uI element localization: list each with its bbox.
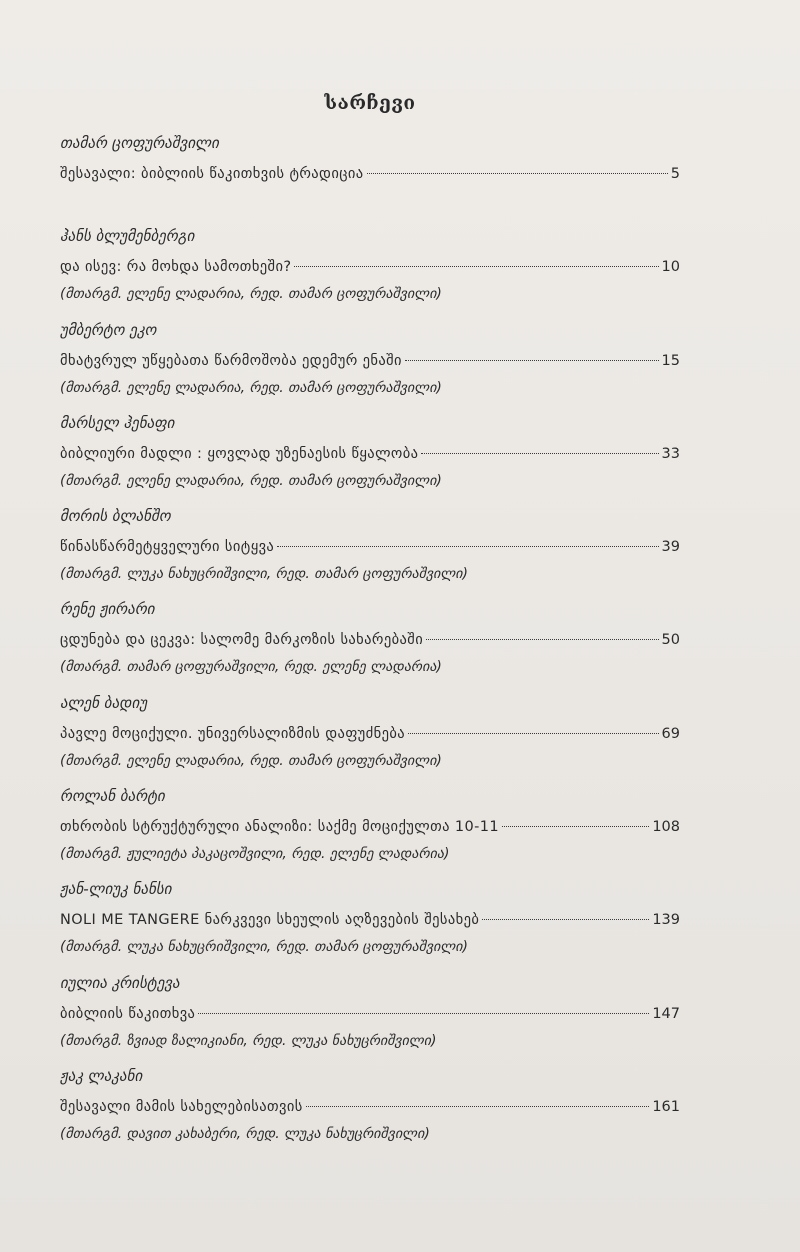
entry-credit: (მთარგმ. ელენე ლადარია, რედ. თამარ ცოფურაშვილი) — [60, 472, 442, 489]
page-number: 10 — [661, 259, 680, 276]
toc-entry — [60, 968, 680, 1061]
dot-leader — [482, 919, 649, 920]
entry-author: როლან ბარტი — [60, 787, 165, 806]
page-number: 139 — [652, 912, 680, 929]
entry-credit: (მთარგმ. ჟულიეტა პაკაცოშვილი, რედ. ელენე ლადარია) — [60, 846, 450, 863]
page-number: 108 — [652, 819, 680, 836]
entry-author: მორის ბლანშო — [60, 507, 171, 526]
dot-leader — [405, 360, 659, 361]
dot-leader — [367, 173, 668, 174]
entry-title: წინასწარმეტყველური სიტყვა — [60, 539, 275, 556]
dot-leader — [421, 453, 658, 454]
table-of-contents — [60, 92, 680, 1154]
dot-leader — [294, 266, 658, 267]
entry-title: პავლე მოციქული. უნივერსალიზმის დაფუძნება — [60, 725, 406, 742]
toc-entry — [60, 688, 680, 781]
page-number: 161 — [652, 1098, 680, 1115]
page-title: სარჩევი — [324, 92, 416, 114]
toc-entry — [60, 128, 680, 221]
entry-credit: (მთარგმ. ზვიად ზალიკიანი, რედ. ლუკა ნახუცრიშვილი) — [60, 1032, 437, 1049]
page-number: 5 — [670, 166, 680, 182]
page-number: 39 — [661, 539, 680, 556]
entry-title-line[interactable] — [60, 1091, 680, 1123]
entry-credit: (მთარგმ. თამარ ცოფურაშვილი, რედ. ელენე ლადარია) — [60, 659, 442, 676]
entry-title-line[interactable] — [60, 624, 680, 656]
entry-author: რენე ჟირარი — [60, 600, 155, 619]
entry-author: მარსელ ჰენაფი — [60, 413, 175, 432]
toc-entry — [60, 408, 680, 501]
page-number: 15 — [661, 352, 680, 369]
entry-title: თხრობის სტრუქტურული ანალიზი: საქმე მოციქულთა 10-11 — [60, 819, 500, 836]
page-number: 33 — [661, 445, 680, 462]
entry-credit: (მთარგმ. ელენე ლადარია, რედ. თამარ ცოფურაშვილი) — [60, 286, 442, 303]
entry-title: ცდუნება და ცეკვა: სალომე მარკოზის სახარებაში — [60, 632, 424, 649]
entry-credit: (მთარგმ. ელენე ლადარია, რედ. თამარ ცოფურაშვილი) — [60, 379, 442, 396]
toc-entries — [60, 128, 680, 1154]
toc-entry — [60, 315, 680, 408]
dot-leader — [277, 546, 658, 547]
entry-credit: (მთარგმ. ლუკა ნახუცრიშვილი, რედ. თამარ ცოფურაშვილი) — [60, 939, 469, 956]
entry-title: ბიბლიის წაკითხვა — [60, 1005, 196, 1022]
toc-entry — [60, 781, 680, 874]
toc-entry — [60, 594, 680, 687]
entry-title: ბიბლიური მადლი : ყოვლად უზენაესის წყალობა — [60, 445, 419, 462]
page-number: 69 — [661, 725, 680, 742]
entry-credit: (მთარგმ. დავით კახაბერი, რედ. ლუკა ნახუცრიშვილი) — [60, 1125, 430, 1142]
entry-author: იულია კრისტევა — [60, 973, 180, 992]
dot-leader — [502, 826, 649, 827]
entry-credit: (მთარგმ. ელენე ლადარია, რედ. თამარ ცოფურაშვილი) — [60, 752, 442, 769]
entry-author: ჰანს ბლუმენბერგი — [60, 227, 195, 246]
entry-title: შესავალი: ბიბლიის წაკითხვის ტრადიცია — [60, 166, 364, 182]
toc-entry — [60, 221, 680, 314]
entry-title-line[interactable] — [60, 438, 680, 470]
entry-title-line[interactable] — [60, 531, 680, 563]
entry-author: თამარ ცოფურაშვილი — [60, 134, 219, 152]
dot-leader — [408, 733, 659, 734]
toc-entry — [60, 874, 680, 967]
entry-title-line[interactable] — [60, 904, 680, 936]
dot-leader — [306, 1106, 650, 1107]
dot-leader — [426, 639, 658, 640]
toc-entry — [60, 1061, 680, 1154]
entry-title: მხატვრულ უწყებათა წარმოშობა ედემურ ენაში — [60, 352, 402, 369]
entry-title: და ისევ: რა მოხდა სამოთხეში? — [60, 259, 292, 276]
entry-title-line[interactable] — [60, 718, 680, 750]
entry-title-line[interactable] — [60, 345, 680, 377]
entry-title: შესავალი მამის სახელებისათვის — [60, 1098, 303, 1115]
entry-author: ჟაკ ლაკანი — [60, 1066, 143, 1085]
entry-author: უმბერტო ეკო — [60, 320, 157, 339]
entry-title: NOLI ME TANGERE ნარკვევი სხეულის აღზევების შესახებ — [60, 912, 480, 929]
entry-author: ჟან-ლიუკ ნანსი — [60, 880, 172, 899]
entry-title-line[interactable] — [60, 811, 680, 843]
toc-entry — [60, 501, 680, 594]
entry-title-line[interactable] — [60, 998, 680, 1030]
entry-title-line[interactable] — [60, 158, 680, 190]
page-number: 147 — [652, 1005, 680, 1022]
page-number: 50 — [661, 632, 680, 649]
dot-leader — [198, 1013, 649, 1014]
entry-author: ალენ ბადიუ — [60, 693, 148, 712]
entry-title-line[interactable] — [60, 251, 680, 283]
entry-credit: (მთარგმ. ლუკა ნახუცრიშვილი, რედ. თამარ ცოფურაშვილი) — [60, 566, 469, 583]
